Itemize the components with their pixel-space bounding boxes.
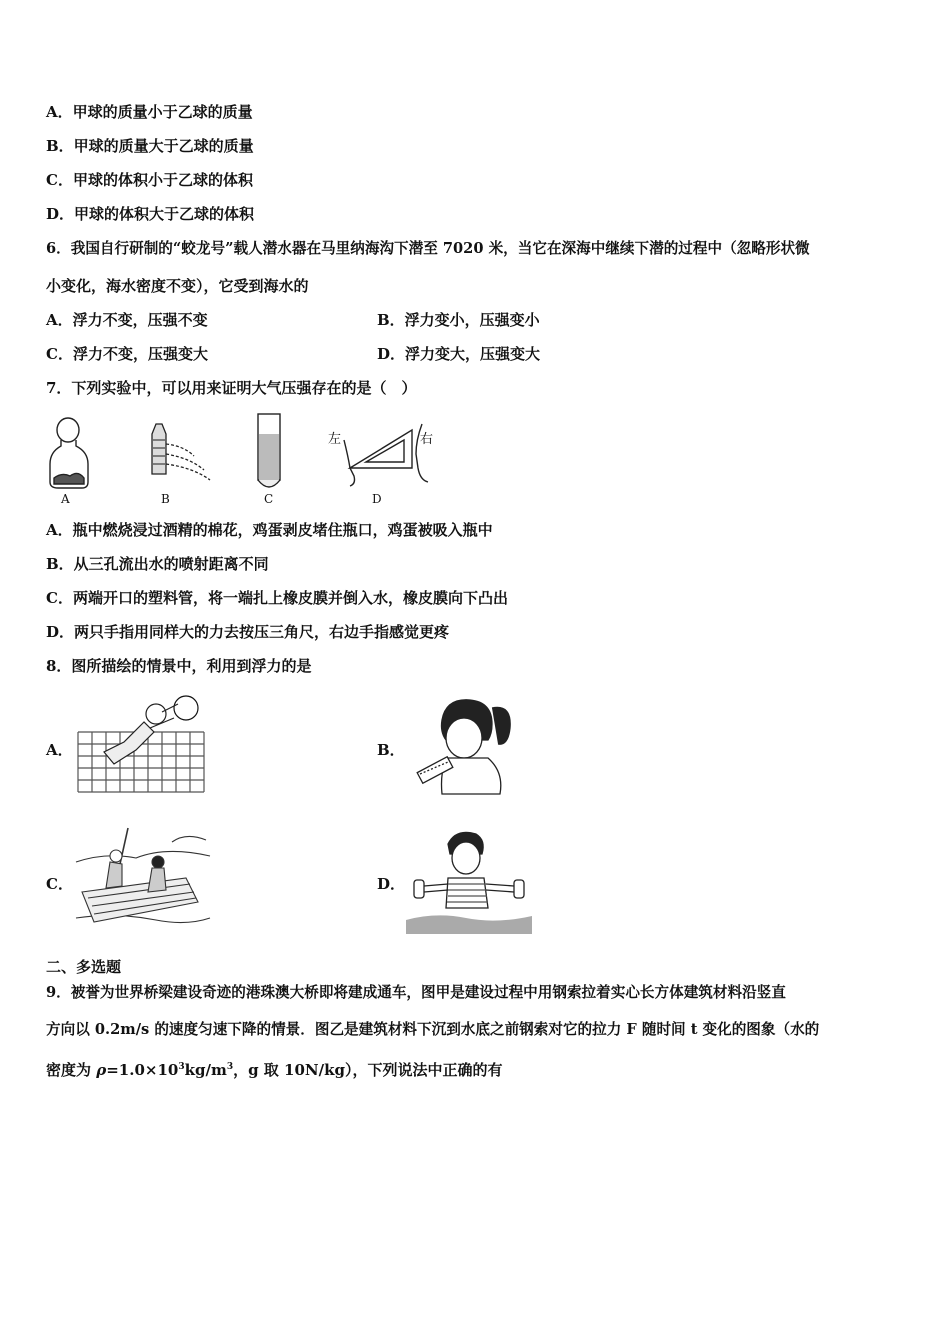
q7-option-d: D．两只手指用同样大的力去按压三角尺，右边手指感觉更疼 [46,623,450,641]
q9-line3-c: kg/m [184,1061,227,1079]
q9-rho: ρ [96,1061,107,1079]
q7-option-a: A．瓶中燃烧浸过酒精的棉花，鸡蛋剥皮堵住瓶口，鸡蛋被吸入瓶中 [46,521,493,539]
q8-stem: 8．图所描绘的情景中，利用到浮力的是 [46,657,312,675]
q8-option-c-label: C． [46,875,73,893]
q8-image-a-goalkeeper [74,692,210,796]
q7-fig-label-a: A [61,492,70,506]
q7-stem: 7．下列实验中，可以用来证明大气压强存在的是（ ） [46,379,417,397]
q7-fig-label-d: D [372,492,382,506]
q7-experiment-figure [44,410,444,510]
q6-option-a: A．浮力不变，压强不变 [46,311,208,329]
q9-line3 [46,1057,502,1080]
q8-image-b-girl-drinking [412,694,518,796]
q5-option-d: D．甲球的体积大于乙球的体积 [46,205,255,223]
q6-option-d: D．浮力变大，压强变大 [377,345,541,363]
figure-a-flask-egg [50,418,88,488]
q8-option-b-label: B． [377,741,405,759]
q5-option-b: B．甲球的质量大于乙球的质量 [46,137,254,155]
q9-exp2: 3 [226,1062,234,1072]
q9-line1: 9．被誉为世界桥梁建设奇迹的港珠澳大桥即将建成通车，图甲是建设过程中用钢索拉着实心长方体建筑材料沿竖直 [46,984,786,1001]
q7-fig-label-right: 右 [420,432,434,447]
q8-image-c-raft [76,822,210,932]
q7-fig-label-left: 左 [328,432,342,447]
q6-option-c: C．浮力不变，压强变大 [46,345,208,363]
figure-c-tube-membrane [258,414,280,487]
q8-image-d-boy-expander [406,826,532,934]
q9-line2: 方向以 0.2m/s 的速度匀速下降的情景．图乙是建筑材料下沉到水底之前钢索对它的拉力 F 随时间 t 变化的图象（水的 [46,1021,820,1038]
q9-line3-a: 密度为 [46,1061,97,1079]
q8-option-a-label: A． [46,741,73,759]
q7-fig-label-b: B [161,492,170,506]
section-2-title: 二、多选题 [46,958,122,976]
q8-option-d-label: D． [377,875,406,893]
q7-fig-label-c: C [264,492,274,506]
q5-option-c: C．甲球的体积小于乙球的体积 [46,171,253,189]
q6-option-b: B．浮力变小，压强变小 [377,311,540,329]
q6-stem-line2: 小变化，海水密度不变），它受到海水的 [46,277,309,295]
q7-option-c: C．两端开口的塑料管，将一端扎上橡皮膜并倒入水，橡皮膜向下凸出 [46,589,508,607]
q9-line3-d: ，g 取 10N/kg），下列说法中正确的有 [233,1061,503,1079]
q9-line3-b: =1.0×10 [106,1061,179,1079]
q9-exp1: 3 [178,1062,185,1072]
figure-d-triangle-ruler [344,424,428,486]
q5-option-a: A．甲球的质量小于乙球的质量 [46,103,253,121]
figure-b-three-holes [152,424,210,480]
q7-option-b: B．从三孔流出水的喷射距离不同 [46,555,269,573]
q7-figure-svg [44,410,444,510]
q6-stem-line1: 6．我国自行研制的“蛟龙号”载人潜水器在马里纳海沟下潜至 7020 米，当它在深海中继续下潜的过程中（忽略形状微 [46,240,810,257]
